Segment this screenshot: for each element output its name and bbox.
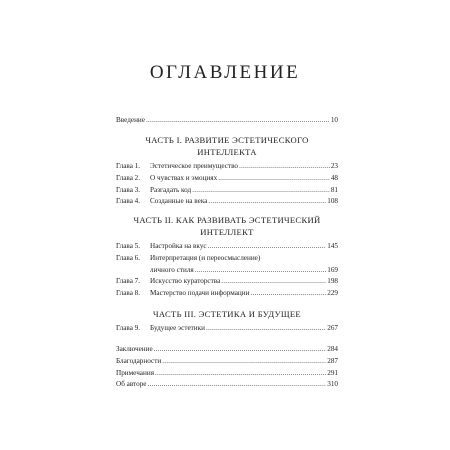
chapter-row-continued: личного стиля ..... 169: [116, 265, 338, 277]
chapter-row: Глава 9. Будущее эстетики ..... 267: [116, 323, 338, 335]
chapter-row: Глава 1. Эстетическое преимущество ..... 23: [116, 161, 338, 173]
toc-entry-intro: [116, 115, 338, 127]
chapter-row: Глава 8. Мастерство подачи информации ..... 229: [116, 288, 338, 300]
toc-entry: Примечания ..... 291: [116, 368, 338, 380]
toc-entry: Благодарности ..... 287: [116, 356, 338, 368]
back-matter: [116, 344, 338, 391]
part-2-chapters: [116, 241, 338, 300]
part-1-chapters: [116, 161, 338, 208]
part-3-chapters: [116, 323, 338, 335]
chapter-row: Глава 2. О чувствах и эмоциях ..... 48: [116, 173, 338, 185]
part-heading-3: ЧАСТЬ III. ЭСТЕТИКА И БУДУЩЕЕ: [153, 309, 301, 319]
entry-page: 10: [330, 116, 338, 124]
dot-leader: [146, 115, 330, 127]
chapter-row: Глава 5. Настройка на вкус ..... 145: [116, 241, 338, 253]
part-heading-1: ЧАСТЬ I. РАЗВИТИЕ ЭСТЕТИЧЕСКОГО ИНТЕЛЛЕКТА: [145, 135, 309, 157]
page-title: ОГЛАВЛЕНИЕ: [149, 62, 301, 83]
chapter-row: Глава 3. Разгадать код ..... 81: [116, 185, 338, 197]
toc-entry: Об авторе ..... 310: [116, 379, 338, 391]
chapter-row: Глава 6. Интерпретация (и переосмысление): [116, 253, 261, 262]
toc-entry: Заключение ..... 284: [116, 344, 338, 356]
chapter-row: Глава 7. Искусство кураторства ..... 198: [116, 276, 338, 288]
chapter-row: Глава 4. Созданные на века ..... 108: [116, 196, 338, 208]
part-heading-2: ЧАСТЬ II. КАК РАЗВИВАТЬ ЭСТЕТИЧЕСКИЙ ИНТЕЛЛЕКТ: [133, 215, 321, 237]
entry-label: Введение: [116, 116, 145, 124]
